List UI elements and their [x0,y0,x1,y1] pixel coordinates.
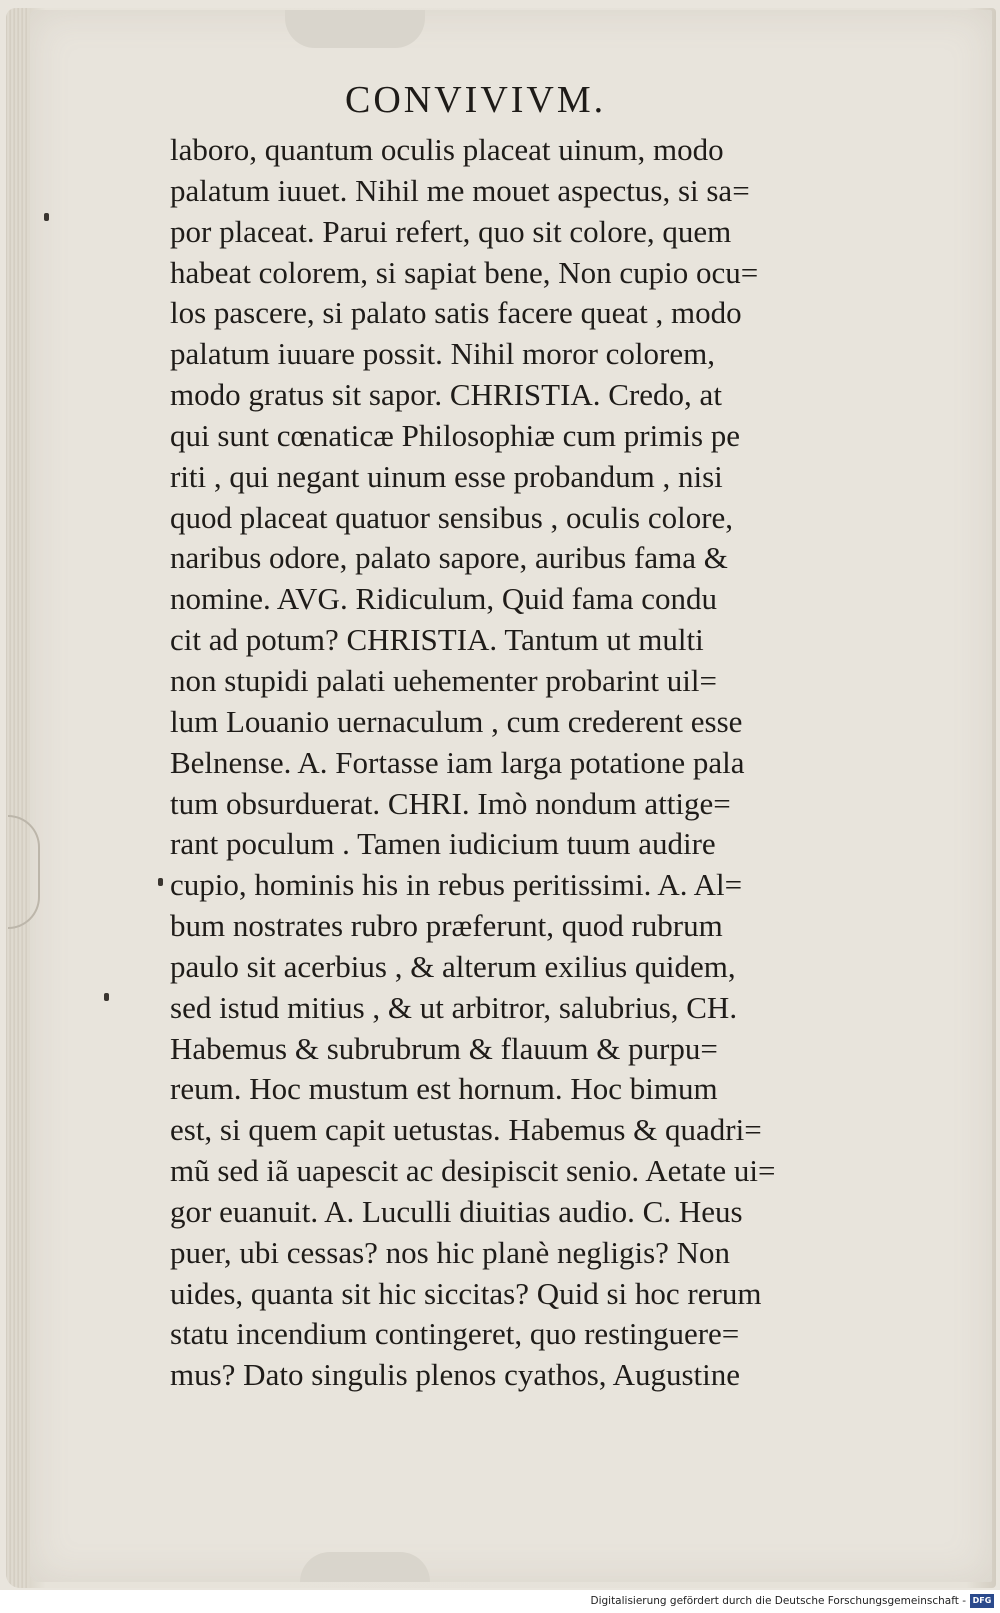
ink-speck [158,878,163,886]
text-line: por placeat. Parui refert, quo sit colore, quem [170,213,732,249]
ink-speck [44,213,49,221]
body-text [170,130,910,1396]
text-line: quod placeat quatuor sensibus , oculis colore, [170,499,734,535]
text-line: mũ sed iã uapescit ac desipiscit senio. Aetate ui= [170,1153,776,1189]
text-line: mus? Dato singulis plenos cyathos, Augustine [170,1357,741,1393]
text-line: cupio, hominis his in rebus peritissimi. A. Al= [170,867,743,903]
text-line: tum obsurduerat. CHRI. Imò nondum attige= [170,785,731,821]
text-line: statu incendium contingeret, quo restinguere= [170,1316,740,1352]
text-line: lum Louanio uernaculum , cum crederent esse [170,703,743,739]
text-line: Belnense. A. Fortasse iam larga potatione pala [170,744,745,780]
text-line: gor euanuit. A. Luculli diuitias audio. C. Heus [170,1193,743,1229]
text-line: palatum iuuet. Nihil me mouet aspectus, si sa= [170,172,750,208]
side-clip-outline [8,815,40,929]
top-clip-shadow [285,10,425,48]
text-line: riti , qui negant uinum esse probandum , nisi [170,458,723,494]
text-line: cit ad potum? CHRISTIA. Tantum ut multi [170,622,704,658]
text-line: nomine. AVG. Ridiculum, Quid fama condu [170,581,718,617]
bottom-clip-shadow [300,1552,430,1582]
text-line: palatum iuuare possit. Nihil moror colorem, [170,336,715,372]
dfg-logo: DFG [970,1594,994,1608]
text-line: non stupidi palati uehementer probarint uil= [170,662,717,698]
ink-speck [104,993,109,1001]
text-line: paulo sit acerbius , & alterum exilius quidem, [170,948,736,984]
funding-credit: Digitalisierung gefördert durch die Deutsche Forschungsgemeinschaft - [590,1594,966,1607]
text-line: habeat colorem, si sapiat bene, Non cupio ocu= [170,254,759,290]
running-head: CONVIVIVM. [345,79,607,121]
text-line: laboro, quantum oculis placeat uinum, modo [170,132,724,167]
page-edges [6,8,28,1588]
text-line: los pascere, si palato satis facere queat , modo [170,295,742,331]
text-line: uides, quanta sit hic siccitas? Quid si hoc rerum [170,1275,762,1311]
text-line: sed istud mitius , & ut arbitror, salubrius, CH. [170,989,738,1025]
text-line: Habemus & subrubrum & flauum & purpu= [170,1030,718,1066]
text-line: est, si quem capit uetustas. Habemus & quadri= [170,1112,762,1148]
text-line: naribus odore, palato sapore, auribus fama & [170,540,728,576]
text-line: puer, ubi cessas? nos hic planè negligis? Non [170,1234,731,1270]
text-line: bum nostrates rubro præferunt, quod rubrum [170,908,723,944]
text-line: qui sunt cœnaticæ Philosophiæ cum primis pe [170,417,741,453]
footer-bar [0,1590,1000,1613]
text-line: modo gratus sit sapor. CHRISTIA. Credo, at [170,377,722,413]
text-line: rant poculum . Tamen iudicium tuum audire [170,826,716,862]
text-line: reum. Hoc mustum est hornum. Hoc bimum [170,1071,718,1107]
